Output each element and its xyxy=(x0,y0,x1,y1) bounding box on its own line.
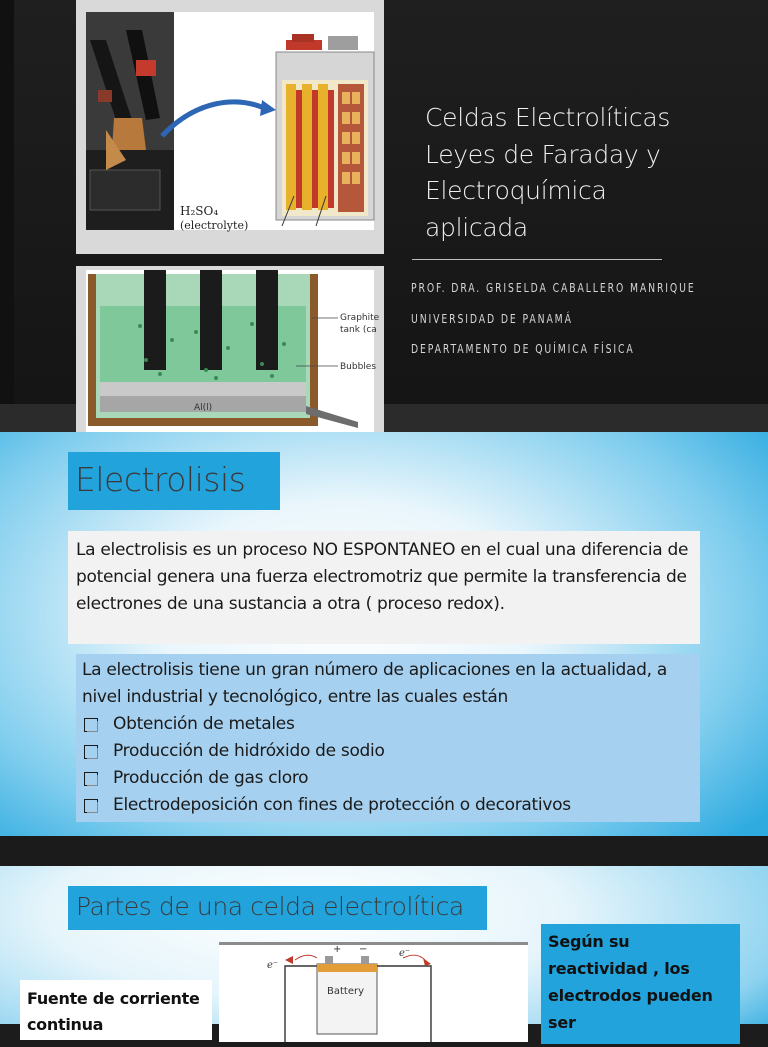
cell-diagram xyxy=(219,942,528,1042)
slide-title: Electrolisis xyxy=(75,460,246,499)
list-item xyxy=(82,738,694,765)
bubbles-label: Bubbles xyxy=(340,362,377,372)
author-name: PROF. DRA. GRISELDA CABALLERO MANRIQUE xyxy=(411,281,696,295)
electrolysis-cell-image xyxy=(76,266,384,432)
battery-illustration xyxy=(76,0,384,254)
battery-image xyxy=(76,0,384,254)
electrolysis-slide xyxy=(0,432,768,836)
formula-label: H₂SO₄ xyxy=(180,204,219,218)
list-item xyxy=(82,792,694,819)
negative-terminal-label: − xyxy=(359,944,368,955)
power-source-callout xyxy=(20,980,212,1040)
title-line: aplicada xyxy=(425,212,528,242)
graphite-label: Graphite xyxy=(340,313,380,323)
slide-title-box xyxy=(68,452,280,510)
cell-illustration xyxy=(76,266,384,432)
department-name: DEPARTAMENTO DE QUÍMICA FÍSICA xyxy=(411,342,635,356)
list-item xyxy=(82,765,694,792)
checkbox-bullet-icon xyxy=(84,799,98,813)
power-source-text: Fuente de corriente continua xyxy=(27,989,200,1034)
electron-right-label: e⁻ xyxy=(399,948,411,959)
author-info xyxy=(411,273,761,365)
title-line: Electroquímica xyxy=(425,176,607,205)
title-line: Leyes de Faraday y xyxy=(425,139,661,169)
title-slide xyxy=(0,0,768,432)
slide-separator xyxy=(0,836,768,866)
checkbox-bullet-icon xyxy=(84,772,98,786)
definition-box xyxy=(68,531,700,644)
circuit-illustration xyxy=(219,942,528,1042)
title-divider xyxy=(412,259,662,260)
list-item-text: Producción de gas cloro xyxy=(113,768,309,788)
presentation-title xyxy=(425,100,755,246)
cell-parts-slide xyxy=(0,866,768,1034)
electrodes-callout xyxy=(541,924,740,1044)
definition-text: La electrolisis es un proceso NO ESPONTANEO en el cual una diferencia de potencial genera una fuerza electromotriz que permite la transferencia de electrones de una sustancia a otra ( proceso redox). xyxy=(76,540,689,614)
applications-box xyxy=(76,654,700,822)
applications-list xyxy=(82,711,694,819)
aluminium-label: Al(l) xyxy=(194,403,213,413)
electron-left-label: e⁻ xyxy=(267,960,279,971)
university-name: UNIVERSIDAD DE PANAMÁ xyxy=(411,311,573,326)
electrolyte-label: (electrolyte) xyxy=(180,219,249,232)
battery-label: Battery xyxy=(327,986,365,997)
checkbox-bullet-icon xyxy=(84,718,98,732)
list-item-text: Obtención de metales xyxy=(113,714,295,734)
tank-label: tank (ca xyxy=(340,325,377,335)
list-item-text: Electrodeposición con fines de protección o decorativos xyxy=(113,795,571,815)
title-line: Celdas Electrolíticas xyxy=(425,103,671,132)
list-item xyxy=(82,711,694,738)
slide-title: Partes de una celda electrolítica xyxy=(76,892,464,921)
electrodes-text: Según su reactividad , los electrodos pueden ser xyxy=(548,932,713,1032)
slide-edge xyxy=(0,0,14,432)
positive-terminal-label: + xyxy=(333,944,342,955)
applications-intro: La electrolisis tiene un gran número de aplicaciones en la actualidad, a nivel industrial y tecnológico, entre las cuales están xyxy=(82,660,667,707)
checkbox-bullet-icon xyxy=(84,745,98,759)
slide-title-box xyxy=(68,886,487,930)
list-item-text: Producción de hidróxido de sodio xyxy=(113,741,385,761)
